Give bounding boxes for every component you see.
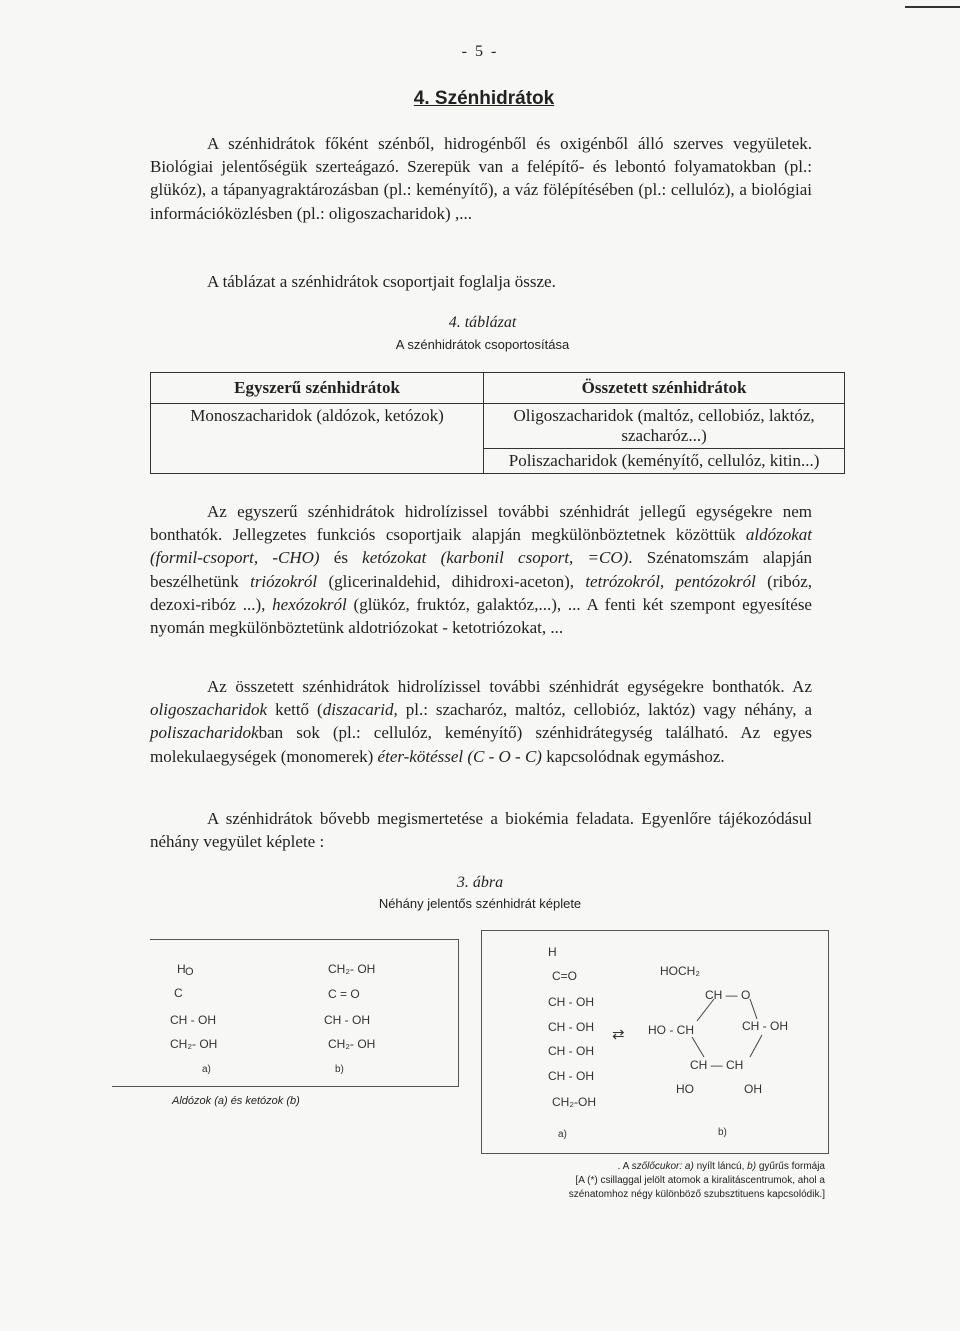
ring-line-7: OH [744,1082,762,1096]
aldose-line-2: C [174,986,183,1000]
ring-label: b) [718,1127,727,1138]
chain-label: a) [558,1129,567,1140]
chain-line-5: CH - OH [548,1044,594,1058]
ketose-line-4: CH₂- OH [328,1037,376,1051]
aldose-ketose-panel: H O C CH - OH CH₂- OH a) CH₂- OH C = O CH - OH CH₂- OH b) [150,939,459,1087]
header-complex: Összetett szénhidrátok [484,373,845,404]
aldose-label: a) [202,1064,211,1075]
header-simple: Egyszerű szénhidrátok [151,373,484,404]
simple-carbohydrates-paragraph: Az egyszerű szénhidrátok hidrolízissel további szénhidrát jellegű egységekre nem bonthatók. Jellegzetes funkciós csoportjaik alapján megkülönböztetnek közöttük aldózokat (formil-csoport, -CHO) és ketózokat (karbonil csoport, =CO). Szénatomszám alapján beszélhetünk triózokról (glicerinaldehid, dihidroxi-aceton), tetrózokról, pentózokról (ribóz, dezoxi-ribóz ...), hexózokról (glükóz, fruktóz, galaktóz,...), ... A fenti két szempont egyesítése nyomán megkülönböztetünk aldotriózokat - ketotriózokat, ... [150,502,812,638]
glucose-panel [481,930,829,1154]
table-caption: A szénhidrátok csoportosítása [395,337,570,352]
carbohydrate-classification-table [150,372,845,474]
cell-monosaccharides: Monoszacharidok (aldózok, ketózok) [151,404,484,474]
aldose-line-4: CH₂- OH [170,1037,218,1051]
ring-line-1: HOCH₂ [660,964,700,978]
table-number: 4. táblázat [448,314,517,331]
intro-paragraph: A szénhidrátok főként szénből, hidrogénből és oxigénből álló szerves vegyületek. Biológiai jelentőségük szerteágazó. Szerepük van a felépítő- és lebontó folyamatokban (pl.: glükóz), a tápanyagraktározásban (pl.: keményítő), a váz fölépítésében (pl.: cellulóz), a biológiai információközlésben (pl.: oligoszacharidok) ,... [150,134,812,223]
ring-line-2: CH — O [705,988,751,1002]
equilibrium-arrow-icon: ⇄ [612,1026,625,1043]
chain-line-2: C=O [552,969,578,983]
ring-bonds [482,931,828,1153]
chain-line-1: H [548,945,557,959]
top-edge-line [905,6,960,8]
ketose-label: b) [335,1064,344,1075]
ring-line-5: CH — CH [690,1058,744,1072]
aldose-ketose-caption: Aldózok (a) és ketózok (b) [172,1095,300,1107]
glucose-caption: . A szőlőcukor: a) nyílt láncú, b) gyűrűs formája [A (*) csillaggal jelölt atomok a kiralitáscentrumok, ahol a szénatomhoz négy különböző szubsztituens kapcsolódik.] [568,1161,825,1200]
ring-line-4: CH - OH [742,1019,788,1033]
figure-number: 3. ábra [456,874,504,891]
chain-line-6: CH - OH [548,1069,594,1083]
cell-oligosaccharides: Oligoszacharidok (maltóz, cellobióz, laktóz, szacharóz...) [484,404,845,449]
figure-caption: Néhány jelentős szénhidrát képlete [378,896,582,911]
complex-carbohydrates-paragraph: Az összetett szénhidrátok hidrolízissel további szénhidrát egységekre bonthatók. Az oligoszacharidok kettő (diszacarid, pl.: szacharóz, maltóz, cellobióz, laktóz) vagy néhány, a poliszacharidokban sok (pl.: cellulóz, keményítő) szénhidrátegység található. Az egyes molekulaegységek (monomerek) éter-kötéssel (C - O - C) kapcsolódnak egymáshoz. [150,677,812,766]
aldose-line-3: CH - OH [170,1013,216,1027]
chain-line-3: CH - OH [548,995,594,1009]
ketose-line-2: C = O [328,987,360,1001]
ketose-line-3: CH - OH [324,1013,370,1027]
ketose-line-1: CH₂- OH [328,962,376,976]
chain-line-4: CH - OH [548,1020,594,1034]
panel1-bottom-line [112,1086,458,1087]
outro-paragraph: A szénhidrátok bővebb megismertetése a biokémia feladata. Egyenlőre tájékozódásul néhány vegyület képlete : [150,809,812,852]
page-number: - 5 - [461,43,499,60]
cell-polysaccharides: Poliszacharidok (keményítő, cellulóz, kitin...) [484,449,845,474]
chain-line-7: CH₂-OH [552,1095,596,1109]
table-intro: A táblázat a szénhidrátok csoportjait foglalja össze. [207,272,556,291]
aldose-line-1: H [177,962,186,976]
ring-line-6: HO [676,1082,694,1096]
chapter-title: 4. Szénhidrátok [413,88,555,109]
ring-line-3: HO - CH [648,1023,694,1037]
